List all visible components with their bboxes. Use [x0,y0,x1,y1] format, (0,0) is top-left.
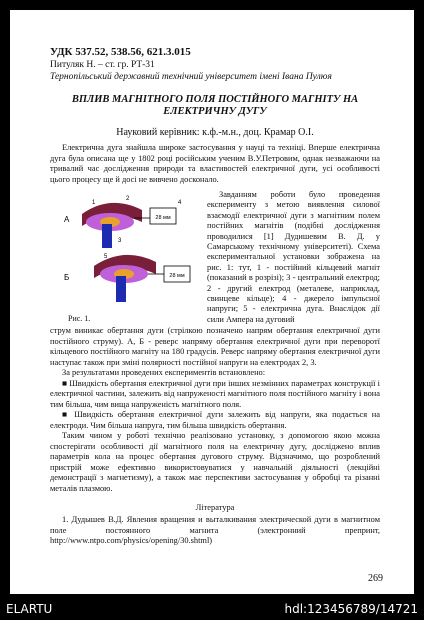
experiment-figure [50,192,200,312]
viewer-footer [0,600,424,620]
author-line: Питуляк Н. – ст. гр. РТ-31 [50,60,155,70]
bullet-2: ■ Швидкість обертання електричної дуги залежить від напруги, яка подається на електроди. Чим більша напруга, тим більша швидкість обертання. [50,410,380,430]
body-paragraph: струм виникає обертання дуги (стрілкою позначено напрям обертання електричної дуги постійного струму). А, Б - реверс напряму обертання електричної дуги при переворотї кільцевого постійного магніту на 180 градусів. Реверс напряму обертання електричної дуги наступає також при зміні полярності постійної напруги на електродах 2, 3. [50,326,380,367]
references-list [50,515,380,547]
bullet-1: ■ Швидкість обертання електричної дуги при інших незмінних параметрах конструкції і електричної частини, залежить від напруженості магнітного поля постійного магніту і вона тим більша, чим вища напруженість магнітного поля. [50,378,380,409]
affiliation-line: Тернопільський державний технічний університет імені Івана Пулюя [50,72,332,82]
document-page [10,10,414,594]
reference-item: 1. Дудышев В.Д. Явления вращения и выталкивания электрической дуги в магнитном поле постоянного магнита (электронний препринт, http://www.ntpo.com/physics/opening/30.shtml) [50,515,380,545]
footer-left-label: ELARTU [6,602,53,616]
conclusion-paragraph: Таким чином у роботі технічно реалізовано установку, з допомогою якою можна спостерігати особливості дії магнітного поля на електричну дугу, досліджено вплив параметрів кола на процес обертання дугового струму. Відзначимо, що розроблений пристрій може ефективно використовуватися у навчальній діяльності (лекційні демонстрації з магнетизму), а також має перспективи застосування у обробці та різанні металів плазмою. [50,431,380,493]
part-number-5: 5 [104,254,108,260]
figure-part-b [64,255,190,302]
results-intro: За результатами проведених експериментів встановлено: [62,368,266,377]
part-number-3: 3 [118,238,122,244]
label-a: А [64,215,70,224]
udk-code: УДК 537.52, 538.56, 621.3.015 [50,46,191,58]
main-body [50,326,380,494]
part-number-2: 2 [126,196,130,202]
central-electrode-b [116,276,126,302]
footer-handle-link[interactable]: hdl:123456789/14721 [284,602,418,616]
label-b: Б [64,273,70,282]
advisor-line: Науковий керівник: к.ф.-м.н., доц. Крамар О.І. [116,127,314,138]
intro-text: Електрична дуга знайшла широке застосування у науці та техніці. Вперше електрична дуга була описана ще у 1802 році російським ученим В.У.Петровим, однак незважаючи на тривалий час дослідження природи та властивостей електричної дуги, усі особливості цього процесу ще й досі не вивчено досконало. [50,143,380,184]
right-column-text: Завданням роботи було проведення експерименту з метою виявлення силової взаємодії електричної дуги з магнітним полем постійних магнітів (подібні дослідження проводилися [1] Дудишевим В. Д. у Самарському технічному університеті). Схема експериментальної установки зображена на рис. 1: тут, 1 - постійний кільцевий магніт (показаний в розрізі); 3 - центральний електрод; 2 - другий електрод (металеве, наприклад, свинцеве кільце); 4 - джерело імпульсної напруги; 5 - електрична дуга. Внаслідок дії сили Ампера на дуговий [207,190,380,324]
page-number: 269 [368,573,383,584]
part-number-4: 4 [178,200,182,206]
central-electrode-a [102,224,112,248]
intro-paragraph [50,143,380,185]
pulse-source-label-a: 28 мм [155,215,171,221]
figure-caption: Рис. 1. [68,314,91,323]
pulse-source-label-b: 28 мм [169,273,185,279]
paper-title: ВПЛИВ МАГНІТНОГО ПОЛЯ ПОСТІЙНОГО МАГНІТУ НА ЕЛЕКТРИЧНУ ДУГУ [71,94,359,117]
references-heading: Література [195,503,235,512]
part-number-1: 1 [92,200,96,206]
